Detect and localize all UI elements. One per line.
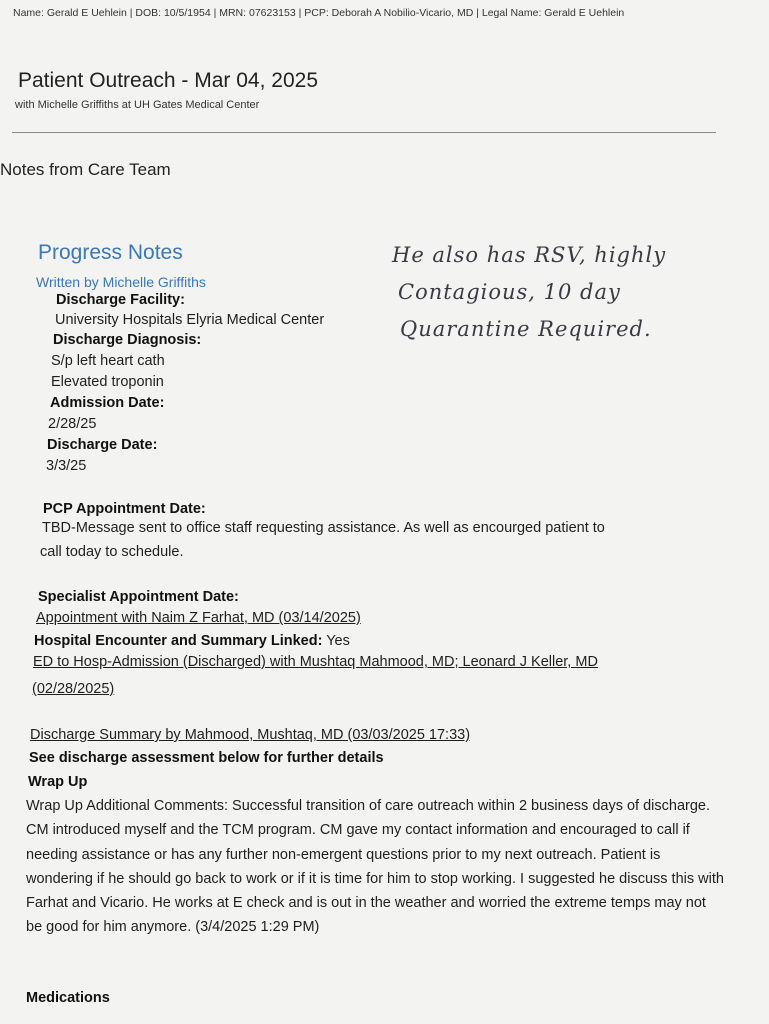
see-assessment-text: See discharge assessment below for further details bbox=[29, 750, 384, 766]
header-divider bbox=[12, 132, 716, 133]
wrap-up-comments: Wrap Up Additional Comments: Successful transition of care outreach within 2 business days of discharge. CM introduced myself and the TCM program. CM gave my contact information and encouraged to call if needing assistance or has any further non-emergent questions prior to my next outreach. Patient is wondering if he should go back to work or if it is time for him to stop working. I suggested he discuss this with Farhat and Vicario. He works at E check and is out in the weather and worried the extreme temps may not be good for him anymore. (3/4/2025 1:29 PM) bbox=[26, 798, 724, 936]
handwritten-note-line-2: Contagious, 10 day bbox=[398, 280, 621, 304]
patient-header: Name: Gerald E Uehlein | DOB: 10/5/1954 | MRN: 07623153 | PCP: Deborah A Nobilio-Vicario, MD | Legal Name: Gerald E Uehlein bbox=[13, 7, 625, 19]
specialist-appointment-label: Specialist Appointment Date: bbox=[38, 589, 239, 605]
progress-notes-author: Written by Michelle Griffiths bbox=[36, 274, 206, 290]
discharge-date-value: 3/3/25 bbox=[46, 458, 87, 474]
discharge-facility-value: University Hospitals Elyria Medical Center bbox=[55, 312, 325, 328]
wrap-up-label: Wrap Up bbox=[28, 774, 88, 790]
diagnosis-item: S/p left heart cath bbox=[51, 353, 165, 369]
discharge-diagnosis-label: Discharge Diagnosis: bbox=[53, 332, 202, 348]
admission-date-label: Admission Date: bbox=[50, 395, 165, 411]
pcp-appointment-label: PCP Appointment Date: bbox=[43, 501, 206, 517]
discharge-date-label: Discharge Date: bbox=[47, 437, 158, 453]
page-subtitle: with Michelle Griffiths at UH Gates Medical Center bbox=[15, 99, 260, 111]
diagnosis-item: Elevated troponin bbox=[51, 374, 164, 390]
hospital-encounter-row bbox=[34, 632, 350, 650]
section-heading: Notes from Care Team bbox=[0, 160, 171, 179]
ed-admission-link[interactable]: ED to Hosp-Admission (Discharged) with Mushtaq Mahmood, MD; Leonard J Keller, MD bbox=[33, 654, 598, 670]
specialist-appointment-link[interactable]: Appointment with Naim Z Farhat, MD (03/14/2025) bbox=[36, 610, 361, 626]
pcp-appointment-line: call today to schedule. bbox=[40, 544, 184, 560]
handwritten-note-line-1: He also has RSV, highly bbox=[392, 243, 667, 267]
handwritten-note-line-3: Quarantine Required. bbox=[400, 317, 652, 341]
discharge-facility-label: Discharge Facility: bbox=[56, 292, 185, 308]
page-title: Patient Outreach - Mar 04, 2025 bbox=[18, 69, 318, 92]
hospital-encounter-label: Hospital Encounter and Summary Linked: bbox=[34, 633, 323, 649]
ed-admission-link-date[interactable]: (02/28/2025) bbox=[32, 681, 115, 697]
pcp-appointment-line: TBD-Message sent to office staff requesting assistance. As well as encourged patient to bbox=[42, 520, 605, 536]
discharge-summary-link[interactable]: Discharge Summary by Mahmood, Mushtaq, MD (03/03/2025 17:33) bbox=[30, 727, 471, 743]
progress-notes-title: Progress Notes bbox=[38, 241, 183, 264]
medications-label: Medications bbox=[26, 990, 110, 1006]
hospital-encounter-value: Yes bbox=[322, 633, 350, 649]
admission-date-value: 2/28/25 bbox=[48, 416, 97, 432]
